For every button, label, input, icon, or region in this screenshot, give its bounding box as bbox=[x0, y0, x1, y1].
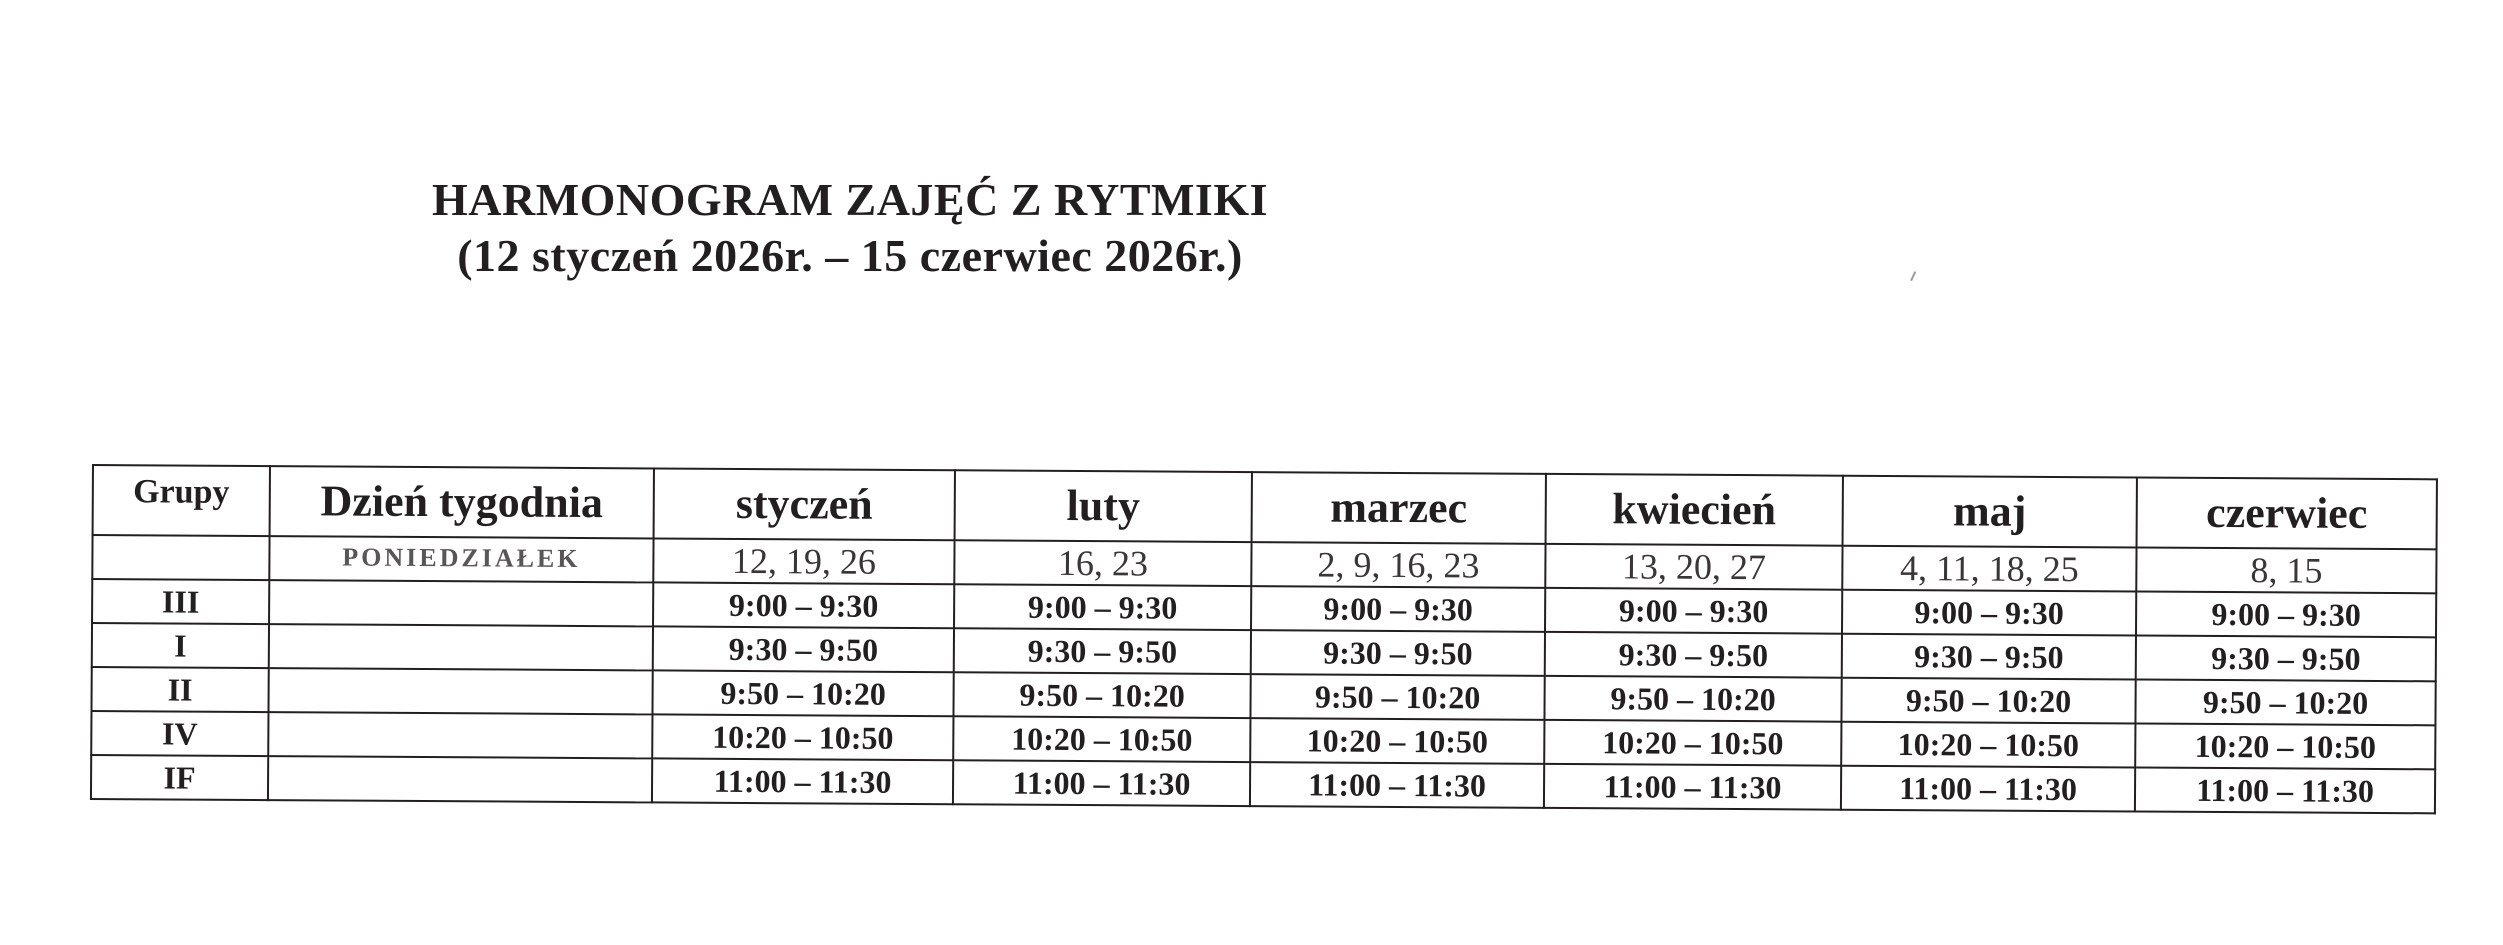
day-cell bbox=[268, 668, 652, 714]
time-cell: 9:00 – 9:30 bbox=[954, 584, 1251, 630]
time-cell: 9:00 – 9:30 bbox=[2136, 591, 2436, 637]
time-cell: 9:30 – 9:50 bbox=[1251, 630, 1545, 676]
group-cell: III bbox=[92, 579, 269, 624]
time-cell: 10:20 – 10:50 bbox=[2135, 723, 2435, 769]
time-cell: 9:00 – 9:30 bbox=[1251, 586, 1545, 632]
group-cell: IF bbox=[91, 755, 268, 800]
time-cell: 9:50 – 10:20 bbox=[1841, 678, 2135, 724]
day-cell bbox=[268, 712, 652, 758]
dates-may: 4, 11, 18, 25 bbox=[1842, 546, 2136, 592]
time-cell: 9:00 – 9:30 bbox=[653, 582, 954, 628]
time-cell: 11:00 – 11:30 bbox=[2135, 767, 2435, 813]
dates-january: 12, 19, 26 bbox=[653, 538, 954, 584]
time-cell: 10:20 – 10:50 bbox=[1841, 722, 2135, 768]
document-title: HARMONOGRAM ZAJĘĆ Z RYTMIKI bbox=[431, 174, 1269, 225]
time-cell: 10:20 – 10:50 bbox=[652, 714, 953, 760]
time-cell: 11:00 – 11:30 bbox=[1841, 766, 2135, 812]
dates-march: 2, 9, 16, 23 bbox=[1251, 542, 1545, 588]
day-name-cell: PONIEDZIAŁEK bbox=[269, 536, 653, 582]
time-cell: 9:30 – 9:50 bbox=[2136, 635, 2436, 681]
time-cell: 11:00 – 11:30 bbox=[1250, 762, 1544, 808]
time-cell: 9:50 – 10:20 bbox=[953, 672, 1250, 718]
header-month-january: styczeń bbox=[654, 468, 955, 540]
header-month-june: czerwiec bbox=[2137, 477, 2437, 549]
time-cell: 9:30 – 9:50 bbox=[1842, 634, 2136, 680]
time-cell: 9:50 – 10:20 bbox=[1544, 676, 1841, 722]
dates-april: 13, 20, 27 bbox=[1545, 544, 1842, 590]
header-month-april: kwiecień bbox=[1546, 474, 1843, 546]
group-cell: IV bbox=[91, 711, 268, 756]
dates-group-cell bbox=[92, 535, 269, 580]
schedule-table bbox=[90, 464, 2438, 814]
scan-speck bbox=[1910, 271, 1920, 283]
time-cell: 9:30 – 9:50 bbox=[954, 628, 1251, 674]
time-cell: 11:00 – 11:30 bbox=[953, 760, 1250, 806]
time-cell: 11:00 – 11:30 bbox=[652, 758, 953, 804]
header-month-february: luty bbox=[955, 470, 1252, 542]
time-cell: 10:20 – 10:50 bbox=[1250, 718, 1544, 764]
time-cell: 9:30 – 9:50 bbox=[1545, 632, 1842, 678]
time-cell: 9:00 – 9:30 bbox=[1545, 588, 1842, 634]
dates-june: 8, 15 bbox=[2136, 547, 2436, 593]
time-cell: 9:00 – 9:30 bbox=[1842, 590, 2136, 636]
dates-february: 16, 23 bbox=[954, 540, 1251, 586]
time-cell: 9:50 – 10:20 bbox=[652, 670, 953, 716]
document-period: (12 styczeń 2026r. – 15 czerwiec 2026r.) bbox=[457, 230, 1243, 281]
time-cell: 11:00 – 11:30 bbox=[1544, 764, 1841, 810]
time-cell: 9:30 – 9:50 bbox=[653, 626, 954, 672]
day-cell bbox=[268, 756, 652, 802]
day-cell bbox=[269, 580, 653, 626]
time-cell: 10:20 – 10:50 bbox=[1544, 720, 1841, 766]
group-cell: I bbox=[92, 623, 269, 668]
time-cell: 10:20 – 10:50 bbox=[953, 716, 1250, 762]
time-cell: 9:50 – 10:20 bbox=[1250, 674, 1544, 720]
header-month-march: marzec bbox=[1252, 472, 1546, 544]
title-block bbox=[0, 172, 1700, 284]
day-cell bbox=[269, 624, 653, 670]
header-day: Dzień tygodnia bbox=[270, 466, 654, 538]
header-groups: Grupy bbox=[93, 465, 270, 536]
group-cell: II bbox=[91, 667, 268, 712]
header-month-may: maj bbox=[1843, 476, 2137, 548]
time-cell: 9:50 – 10:20 bbox=[2135, 679, 2435, 725]
